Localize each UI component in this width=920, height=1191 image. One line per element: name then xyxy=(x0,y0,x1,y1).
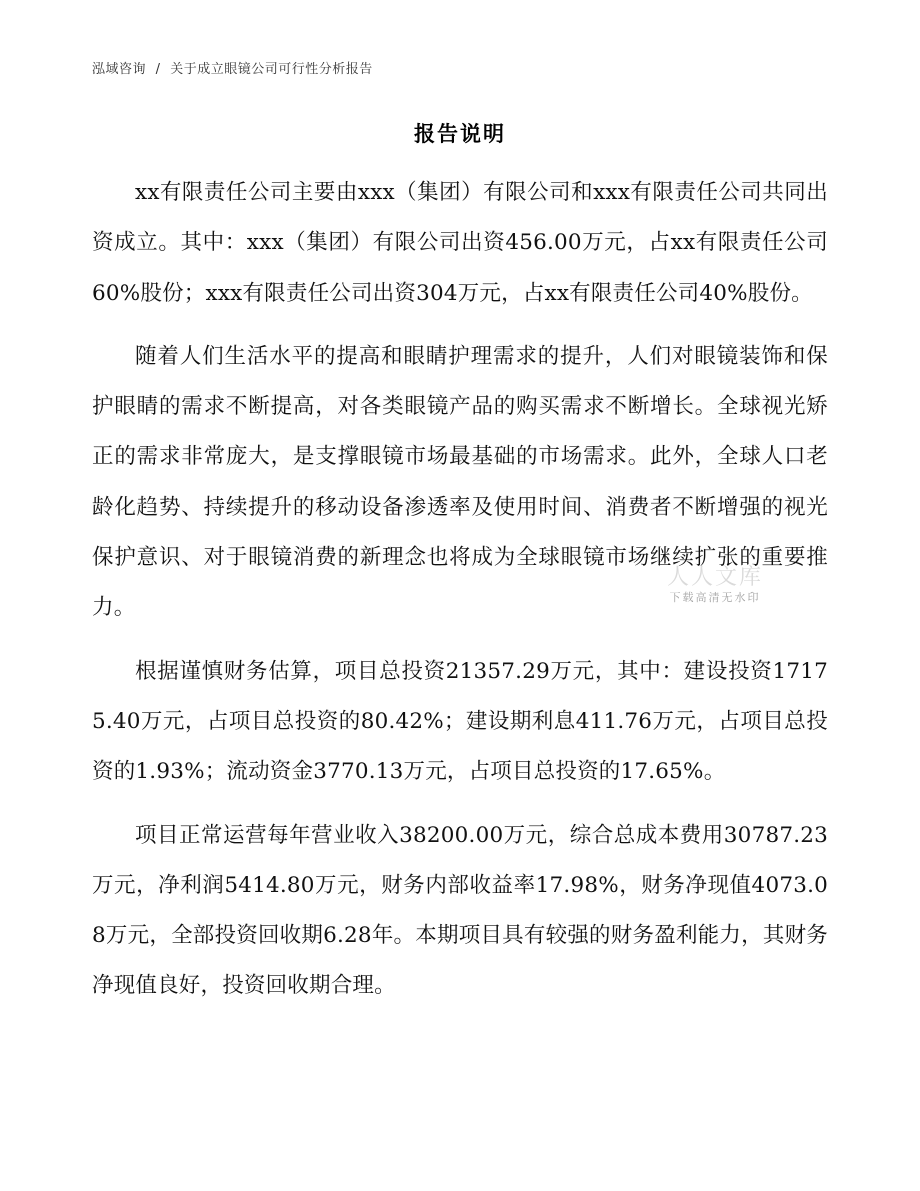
report-body xyxy=(92,168,828,1025)
paragraph-returns: 项目正常运营每年营业收入38200.00万元，综合总成本费用30787.23万元，净利润5414.80万元，财务内部收益率17.98%，财务净现值4073.08万元，全部投资回收期6.28年。本期项目具有较强的财务盈利能力，其财务净现值良好，投资回收期合理。 xyxy=(92,822,828,999)
running-header xyxy=(92,58,828,77)
header-doc-title: 关于成立眼镜公司可行性分析报告 xyxy=(170,62,373,77)
paragraph-market: 随着人们生活水平的提高和眼睛护理需求的提升，人们对眼镜装饰和保护眼睛的需求不断提高，对各类眼镜产品的购买需求不断增长。全球视光矫正的需求非常庞大，是支撑眼镜市场最基础的市场需求。此外，全球人口老龄化趋势、持续提升的移动设备渗透率及使用时间、消费者不断增强的视光保护意识、对于眼镜消费的新理念也将成为全球眼镜市场继续扩张的重要推力。 xyxy=(92,343,828,621)
paragraph-investment: 根据谨慎财务估算，项目总投资21357.29万元，其中：建设投资17175.40万元，占项目总投资的80.42%；建设期利息411.76万元，占项目总投资的1.93%；流动资金3770.13万元，占项目总投资的17.65%。 xyxy=(92,658,828,785)
header-source: 泓域咨询 xyxy=(92,62,147,77)
page-title: 报告说明 xyxy=(414,122,506,146)
watermark-brand: 人人文库 xyxy=(666,565,763,590)
header-separator: / xyxy=(155,62,161,77)
paragraph-shareholders: xx有限责任公司主要由xxx（集团）有限公司和xxx有限责任公司共同出资成立。其中：xxx（集团）有限公司出资456.00万元，占xx有限责任公司60%股份；xxx有限责任公司出资304万元，占xx有限责任公司40%股份。 xyxy=(92,180,828,306)
watermark-tagline: 下载高清无水印 xyxy=(669,591,761,604)
